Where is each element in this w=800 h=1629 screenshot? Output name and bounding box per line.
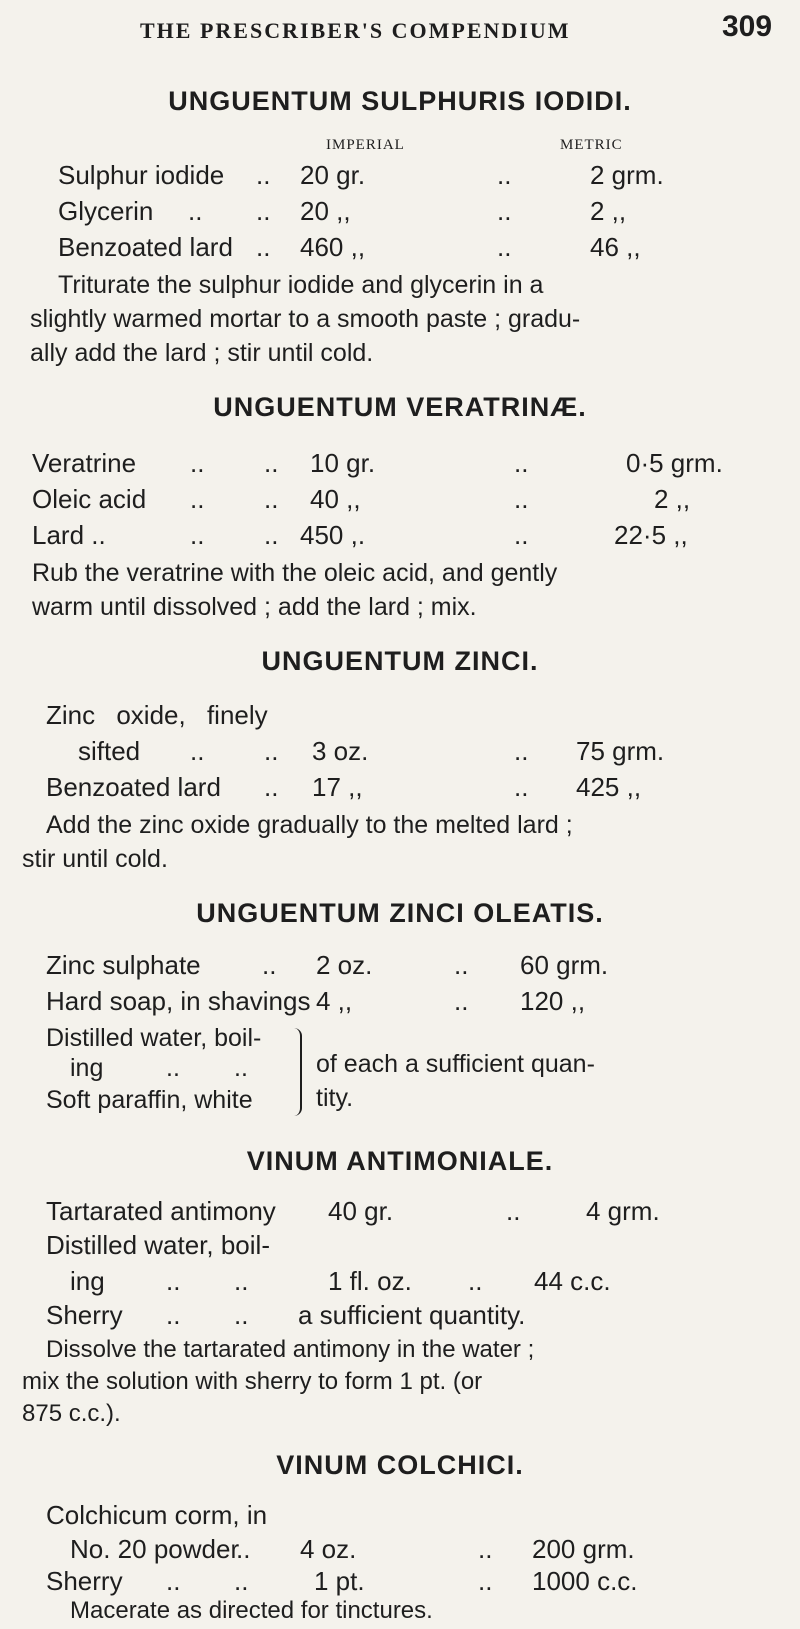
section-title-vinum-colchici: VINUM COLCHICI.	[276, 1450, 524, 1480]
ingredient-name: sifted	[78, 736, 141, 766]
ingredient-row	[0, 950, 800, 990]
running-header	[0, 0, 800, 70]
leader-dots: ..	[497, 232, 512, 262]
running-title: THE PRESCRIBER'S COMPENDIUM	[140, 18, 571, 43]
ingredient-row	[0, 1230, 800, 1270]
note-line: Add the zinc oxide gradually to the melted lard ;	[46, 811, 573, 839]
ingredient-name: Distilled water, boil-	[46, 1230, 270, 1260]
leader-dots: ..	[234, 1054, 248, 1082]
leader-dots: ..	[166, 1300, 181, 1330]
imperial-amount: 460 ,,	[300, 232, 366, 262]
imperial-amount: 1 fl. oz.	[328, 1266, 412, 1296]
ingredient-name: No. 20 powder	[70, 1534, 240, 1564]
note-line: ally add the lard ; stir until cold.	[30, 339, 374, 367]
imperial-amount: 40 ,,	[310, 484, 361, 514]
section-title-zinci: UNGUENTUM ZINCI.	[261, 646, 539, 676]
ingredient-name: ing	[70, 1266, 105, 1296]
leader-dots: ..	[468, 1266, 483, 1296]
leader-dots: ..	[256, 196, 271, 226]
ingredient-name: Tartarated antimony	[46, 1196, 276, 1226]
metric-amount: 44 c.c.	[534, 1266, 611, 1296]
ingredient-name: Hard soap, in shavings	[46, 986, 311, 1016]
ingredient-name: Benzoated lard	[46, 772, 221, 802]
leader-dots: ..	[514, 520, 529, 550]
ingredient-row	[0, 448, 800, 488]
leader-dots: ..	[256, 160, 271, 190]
leader-dots: ..	[514, 484, 529, 514]
ingredient-name: Oleic acid	[32, 484, 147, 514]
imperial-amount: a sufficient quantity.	[298, 1300, 526, 1330]
ingredient-name: Veratrine	[32, 448, 137, 478]
leader-dots: ..	[166, 1054, 180, 1082]
metric-amount: 120 ,,	[520, 986, 586, 1016]
column-header-metric: METRIC	[560, 137, 623, 153]
page-number: 309	[722, 10, 773, 43]
ingredient-row	[0, 160, 800, 200]
brace-text-line: tity.	[316, 1084, 354, 1112]
method-note	[22, 808, 782, 876]
metric-amount: 200 grm.	[532, 1534, 635, 1564]
leader-dots: ..	[478, 1566, 493, 1596]
imperial-amount: 3 oz.	[312, 736, 369, 766]
section-title-zinci-oleatis: UNGUENTUM ZINCI OLEATIS.	[196, 898, 604, 928]
leader-dots: ..	[264, 520, 279, 550]
note-line: mix the solution with sherry to form 1 pt. (or	[22, 1368, 483, 1395]
leader-dots: ..	[234, 1300, 249, 1330]
leader-dots: ..	[190, 520, 205, 550]
leader-dots: ..	[497, 160, 512, 190]
leader-dots: ..	[256, 232, 271, 262]
metric-amount: 46 ,,	[590, 232, 641, 262]
ingredient-name: Lard ..	[32, 520, 106, 550]
metric-amount: 0·5 grm.	[626, 448, 723, 478]
leader-dots: ..	[264, 772, 279, 802]
ingredient-row	[0, 736, 800, 776]
leader-dots: ..	[514, 772, 529, 802]
metric-amount: 2 ,,	[590, 196, 627, 226]
note-line: Rub the veratrine with the oleic acid, and gently	[32, 559, 558, 587]
ingredient-name: Distilled water, boil-	[46, 1024, 262, 1052]
metric-amount: 75 grm.	[576, 736, 665, 766]
leader-dots: ..	[264, 448, 279, 478]
note-line: 875 c.c.).	[22, 1400, 121, 1427]
imperial-amount: 17 ,,	[312, 772, 363, 802]
leader-dots: ..	[188, 196, 203, 226]
ingredient-name: Benzoated lard	[58, 232, 233, 262]
leader-dots: ..	[514, 448, 529, 478]
note-line: Triturate the sulphur iodide and glycerin in a	[58, 271, 544, 299]
ingredient-row	[0, 484, 800, 524]
note-line: warm until dissolved ; add the lard ; mix.	[32, 593, 477, 621]
braced-ingredients	[0, 1020, 800, 1130]
imperial-amount: 450 ,.	[300, 520, 366, 550]
section-title-veratrinae: UNGUENTUM VERATRINÆ.	[213, 392, 587, 422]
leader-dots: ..	[514, 736, 529, 766]
leader-dots: ..	[190, 736, 205, 766]
imperial-amount: 4 ,,	[316, 986, 353, 1016]
metric-amount: 2 ,,	[654, 484, 691, 514]
leader-dots: ..	[264, 736, 279, 766]
note-line: Macerate as directed for tinctures.	[70, 1597, 433, 1624]
leader-dots: ..	[262, 950, 277, 980]
ingredient-row	[0, 772, 800, 812]
ingredient-name: Zinc sulphate	[46, 950, 201, 980]
ingredient-name: Glycerin	[58, 196, 154, 226]
note-line: slightly warmed mortar to a smooth paste ; gradu-	[30, 305, 581, 333]
metric-amount: 425 ,,	[576, 772, 642, 802]
ingredient-name: Colchicum corm, in	[46, 1500, 268, 1530]
imperial-amount: 4 oz.	[300, 1534, 357, 1564]
method-note	[32, 556, 772, 624]
leader-dots: ..	[166, 1266, 181, 1296]
imperial-amount: 20 ,,	[300, 196, 351, 226]
metric-amount: 4 grm.	[586, 1196, 660, 1226]
note-line: Dissolve the tartarated antimony in the water ;	[46, 1336, 535, 1363]
leader-dots: ..	[190, 484, 205, 514]
ingredient-name: Sulphur iodide	[58, 160, 225, 190]
imperial-amount: 40 gr.	[328, 1196, 394, 1226]
leader-dots: ..	[236, 1534, 251, 1564]
section-title-sulphuris-iodidi: UNGUENTUM SULPHURIS IODIDI.	[168, 86, 632, 116]
brace-text-line: of each a sufficient quan-	[316, 1050, 595, 1078]
imperial-amount: 20 gr.	[300, 160, 366, 190]
ingredient-row	[0, 232, 800, 272]
metric-amount: 22·5 ,,	[614, 520, 688, 550]
ingredient-name: Zinc oxide, finely	[46, 700, 268, 730]
leader-dots: ..	[234, 1266, 249, 1296]
leader-dots: ..	[454, 986, 469, 1016]
leader-dots: ..	[234, 1566, 249, 1596]
imperial-amount: 1 pt.	[314, 1566, 365, 1596]
ingredient-name: Sherry	[46, 1300, 123, 1330]
imperial-amount: 10 gr.	[310, 448, 376, 478]
ingredient-row	[0, 700, 800, 740]
note-line: stir until cold.	[22, 845, 168, 873]
leader-dots: ..	[190, 448, 205, 478]
leader-dots: ..	[166, 1566, 181, 1596]
leader-dots: ..	[506, 1196, 521, 1226]
column-header-imperial: IMPERIAL	[326, 137, 405, 153]
metric-amount: 1000 c.c.	[532, 1566, 638, 1596]
imperial-amount: 2 oz.	[316, 950, 373, 980]
ingredient-name: Soft paraffin, white	[46, 1086, 253, 1114]
ingredient-row	[0, 520, 800, 560]
curly-brace	[290, 1028, 302, 1116]
ingredient-name: ing	[70, 1054, 104, 1082]
method-note	[22, 1334, 782, 1430]
leader-dots: ..	[264, 484, 279, 514]
leader-dots: ..	[454, 950, 469, 980]
method-note	[70, 1596, 770, 1626]
leader-dots: ..	[497, 196, 512, 226]
metric-amount: 2 grm.	[590, 160, 664, 190]
metric-amount: 60 grm.	[520, 950, 609, 980]
method-note	[30, 268, 764, 370]
ingredient-row	[0, 196, 800, 236]
leader-dots: ..	[478, 1534, 493, 1564]
section-title-vinum-antimoniale: VINUM ANTIMONIALE.	[246, 1146, 554, 1176]
ingredient-name: Sherry	[46, 1566, 123, 1596]
